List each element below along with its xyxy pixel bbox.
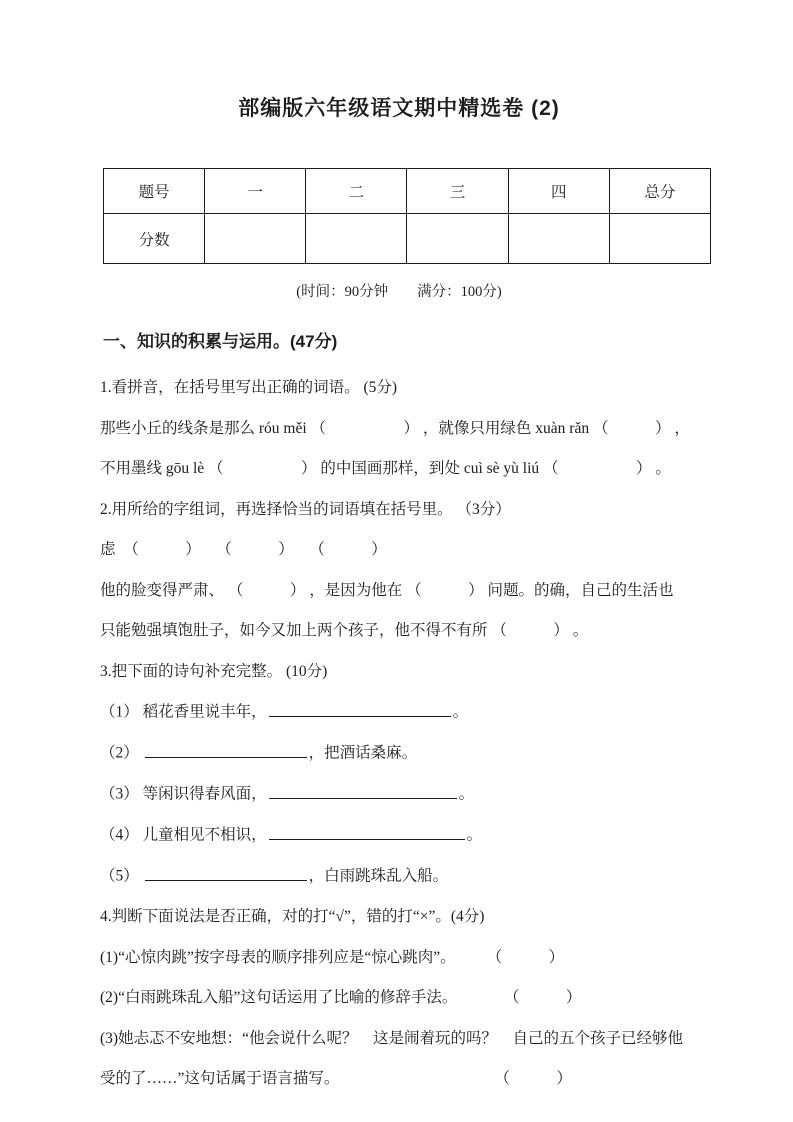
- score-row-label: 分数: [104, 214, 205, 264]
- q3-item-2-post: ，把酒话桑麻。: [308, 744, 418, 762]
- score-table: [103, 168, 711, 264]
- q2-text-line-1: 他的脸变得严肃、 （ ） ，是因为他在 （ ） 问题。的确，自己的生活也: [100, 581, 674, 599]
- q1-prompt: 1.看拼音，在括号里写出正确的词语。 (5分): [100, 379, 398, 396]
- score-table-score-row: [104, 214, 711, 264]
- q3-item-5-pre: （5）: [100, 867, 143, 885]
- q2-text-line-2: 只能勉强填饱肚子，如今又加上两个孩子，他不得不有所 （ ） 。: [100, 622, 589, 639]
- q3-item-4: [100, 823, 708, 847]
- fill-in-blank: [269, 782, 457, 799]
- page-title: 部编版六年级语文期中精选卷 (2): [238, 97, 560, 120]
- score-table-header-cell: 一: [205, 169, 306, 214]
- score-cell: [508, 214, 609, 264]
- q3-item-2-pre: （2）: [100, 744, 143, 762]
- q3-item-3-pre: （3） 等闲识得春风面，: [100, 785, 267, 803]
- score-cell: [407, 214, 508, 264]
- q3-item-3-post: 。: [458, 785, 475, 803]
- q3-item-2: [100, 741, 708, 765]
- section-1-heading: 一、知识的积累与运用。(47分): [103, 332, 338, 351]
- score-cell: [306, 214, 407, 264]
- score-table-header-cell: 总分: [609, 169, 710, 214]
- score-cell: [609, 214, 710, 264]
- q4-item-3-line-2: 受的了……”这句话属于语言描写。 （ ）: [100, 1070, 572, 1087]
- q4-item-1: (1)“心惊肉跳”按字母表的顺序排列应是“惊心跳肉”。 （ ）: [100, 948, 565, 966]
- fill-in-blank: [269, 700, 451, 717]
- fill-in-blank: [269, 823, 465, 840]
- fill-in-blank: [145, 864, 307, 881]
- q3-item-5: [100, 864, 708, 888]
- score-cell: [205, 214, 306, 264]
- score-table-header-row: [104, 169, 711, 214]
- q3-item-3: [100, 782, 708, 806]
- q4-prompt: 4.判断下面说法是否正确，对的打“√”，错的打“×”。(4分): [100, 908, 485, 925]
- q3-item-5-post: ，白雨跳珠乱入船。: [308, 867, 449, 885]
- q1-text-line-1: 那些小丘的线条是那么 róu měi （ ） ，就像只用绿色 xuàn rǎn （ ） ，: [100, 419, 690, 437]
- q4-item-2: (2)“白雨跳珠乱入船”这句话运用了比喻的修辞手法。 （ ）: [100, 989, 582, 1006]
- q3-item-1: [100, 700, 708, 724]
- q2-prompt: 2.用所给的字组词，再选择恰当的词语填在括号里。 （3分）: [100, 500, 511, 518]
- score-table-header-cell: 题号: [104, 169, 205, 214]
- q2-word-formation-line: 虑 （ ） （ ） （ ）: [100, 541, 387, 558]
- q3-item-4-pre: （4） 儿童相见不相识，: [100, 826, 267, 844]
- q3-item-1-pre: （1） 稻花香里说丰年，: [100, 703, 267, 721]
- score-table-header-cell: 四: [508, 169, 609, 214]
- q3-item-4-post: 。: [466, 826, 483, 844]
- q3-prompt: 3.把下面的诗句补充完整。 (10分): [100, 662, 328, 680]
- exam-time-score-line: (时间：90分钟 满分：100分): [296, 284, 502, 300]
- q4-item-3-line-1: (3)她忐忑不安地想：“他会说什么呢？ 这是闹着玩的吗？ 自己的五个孩子已经够他: [100, 1029, 683, 1047]
- q3-item-1-post: 。: [452, 703, 469, 721]
- score-table-header-cell: 二: [306, 169, 407, 214]
- score-table-header-cell: 三: [407, 169, 508, 214]
- q1-text-line-2: 不用墨线 gōu lè （ ） 的中国画那样，到处 cuì sè yù liú （ ） 。: [100, 460, 671, 477]
- fill-in-blank: [145, 741, 307, 758]
